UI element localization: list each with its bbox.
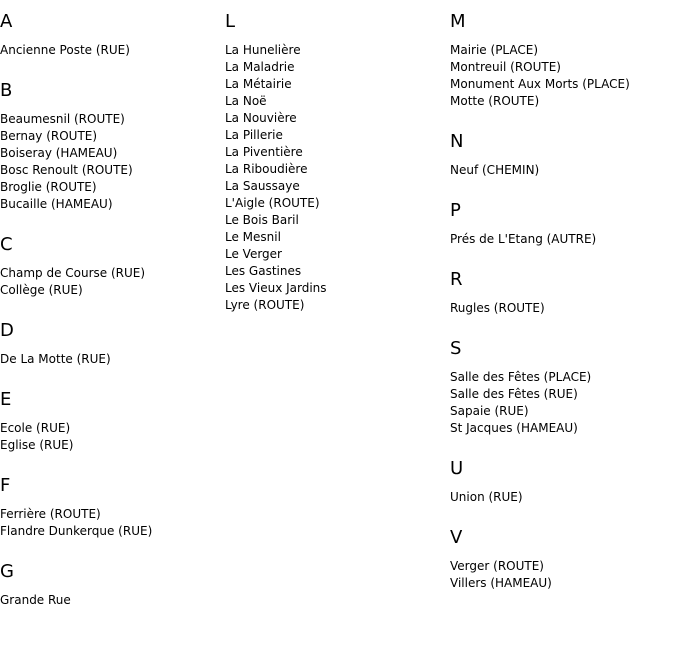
street-link[interactable]: L'Aigle (ROUTE) <box>225 196 320 210</box>
street-link[interactable]: Union (RUE) <box>450 490 523 504</box>
street-link[interactable]: Verger (ROUTE) <box>450 559 544 573</box>
index-section-d <box>0 320 220 368</box>
street-link[interactable]: Flandre Dunkerque (RUE) <box>0 524 153 538</box>
street-link[interactable]: Beaumesnil (ROUTE) <box>0 112 125 126</box>
section-letter-heading: U <box>450 458 464 479</box>
street-link[interactable]: Prés de L'Etang (AUTRE) <box>450 232 597 246</box>
street-link[interactable]: Bernay (ROUTE) <box>0 129 98 143</box>
street-link[interactable]: La Riboudière <box>225 162 308 176</box>
index-section-u <box>450 458 670 506</box>
section-letter-heading: V <box>450 527 463 548</box>
street-link[interactable]: Mairie (PLACE) <box>450 43 539 57</box>
street-list <box>450 489 670 506</box>
street-list <box>450 369 670 437</box>
street-link[interactable]: Lyre (ROUTE) <box>225 298 305 312</box>
street-link[interactable]: Le Verger <box>225 247 282 261</box>
section-letter-heading: N <box>450 131 464 152</box>
street-link[interactable]: Salle des Fêtes (PLACE) <box>450 370 592 384</box>
street-link[interactable]: Motte (ROUTE) <box>450 94 540 108</box>
street-link[interactable]: Les Vieux Jardins <box>225 281 327 295</box>
street-list <box>225 42 445 314</box>
street-link[interactable]: St Jacques (HAMEAU) <box>450 421 578 435</box>
section-letter-heading: R <box>450 269 463 290</box>
street-link[interactable]: La Hunelière <box>225 43 301 57</box>
street-link[interactable]: La Saussaye <box>225 179 300 193</box>
index-column-2 <box>225 11 445 335</box>
section-letter-heading: D <box>0 320 14 341</box>
street-link[interactable]: Grande Rue <box>0 593 71 607</box>
street-list <box>0 42 220 59</box>
street-link[interactable]: Broglie (ROUTE) <box>0 180 97 194</box>
street-link[interactable]: Ferrière (ROUTE) <box>0 507 101 521</box>
street-list <box>0 506 220 540</box>
street-link[interactable]: Le Bois Baril <box>225 213 299 227</box>
index-column-1 <box>0 11 220 630</box>
street-link[interactable]: Bucaille (HAMEAU) <box>0 197 113 211</box>
street-link[interactable]: Villers (HAMEAU) <box>450 576 552 590</box>
index-section-p <box>450 200 670 248</box>
street-list <box>450 231 670 248</box>
street-link[interactable]: Neuf (CHEMIN) <box>450 163 540 177</box>
street-list <box>450 162 670 179</box>
index-section-g <box>0 561 220 609</box>
street-link[interactable]: Montreuil (ROUTE) <box>450 60 561 74</box>
street-link[interactable]: Sapaie (RUE) <box>450 404 529 418</box>
street-link[interactable]: Le Mesnil <box>225 230 281 244</box>
street-link[interactable]: Eglise (RUE) <box>0 438 74 452</box>
street-link[interactable]: Collège (RUE) <box>0 283 83 297</box>
index-section-e <box>0 389 220 454</box>
section-letter-heading: F <box>0 475 11 496</box>
index-section-v <box>450 527 670 592</box>
street-link[interactable]: Les Gastines <box>225 264 302 278</box>
index-section-n <box>450 131 670 179</box>
section-letter-heading: B <box>0 80 13 101</box>
street-link[interactable]: La Piventière <box>225 145 303 159</box>
street-link[interactable]: Rugles (ROUTE) <box>450 301 545 315</box>
street-list <box>450 300 670 317</box>
index-section-b <box>0 80 220 213</box>
section-letter-heading: G <box>0 561 14 582</box>
index-section-a <box>0 11 220 59</box>
index-section-c <box>0 234 220 299</box>
street-link[interactable]: Champ de Course (RUE) <box>0 266 146 280</box>
index-section-m <box>450 11 670 110</box>
street-link[interactable]: De La Motte (RUE) <box>0 352 111 366</box>
index-section-s <box>450 338 670 437</box>
street-link[interactable]: Boiseray (HAMEAU) <box>0 146 118 160</box>
index-section-r <box>450 269 670 317</box>
street-link[interactable]: Ancienne Poste (RUE) <box>0 43 130 57</box>
street-link[interactable]: Bosc Renoult (ROUTE) <box>0 163 133 177</box>
street-list <box>450 558 670 592</box>
street-list <box>0 111 220 213</box>
street-list <box>0 420 220 454</box>
street-link[interactable]: La Maladrie <box>225 60 295 74</box>
section-letter-heading: E <box>0 389 12 410</box>
section-letter-heading: M <box>450 11 466 32</box>
section-letter-heading: C <box>0 234 13 255</box>
street-list <box>0 351 220 368</box>
index-section-l <box>225 11 445 314</box>
section-letter-heading: S <box>450 338 462 359</box>
street-link[interactable]: La Pillerie <box>225 128 283 142</box>
street-list <box>450 42 670 110</box>
street-list <box>0 265 220 299</box>
street-link[interactable]: Salle des Fêtes (RUE) <box>450 387 578 401</box>
section-letter-heading: L <box>225 11 236 32</box>
index-section-f <box>0 475 220 540</box>
street-link[interactable]: Monument Aux Morts (PLACE) <box>450 77 630 91</box>
street-list <box>0 592 220 609</box>
street-link[interactable]: La Noë <box>225 94 267 108</box>
section-letter-heading: P <box>450 200 461 221</box>
street-link[interactable]: La Nouvière <box>225 111 297 125</box>
street-link[interactable]: La Métairie <box>225 77 292 91</box>
index-column-3 <box>450 11 670 613</box>
street-link[interactable]: Ecole (RUE) <box>0 421 71 435</box>
section-letter-heading: A <box>0 11 13 32</box>
